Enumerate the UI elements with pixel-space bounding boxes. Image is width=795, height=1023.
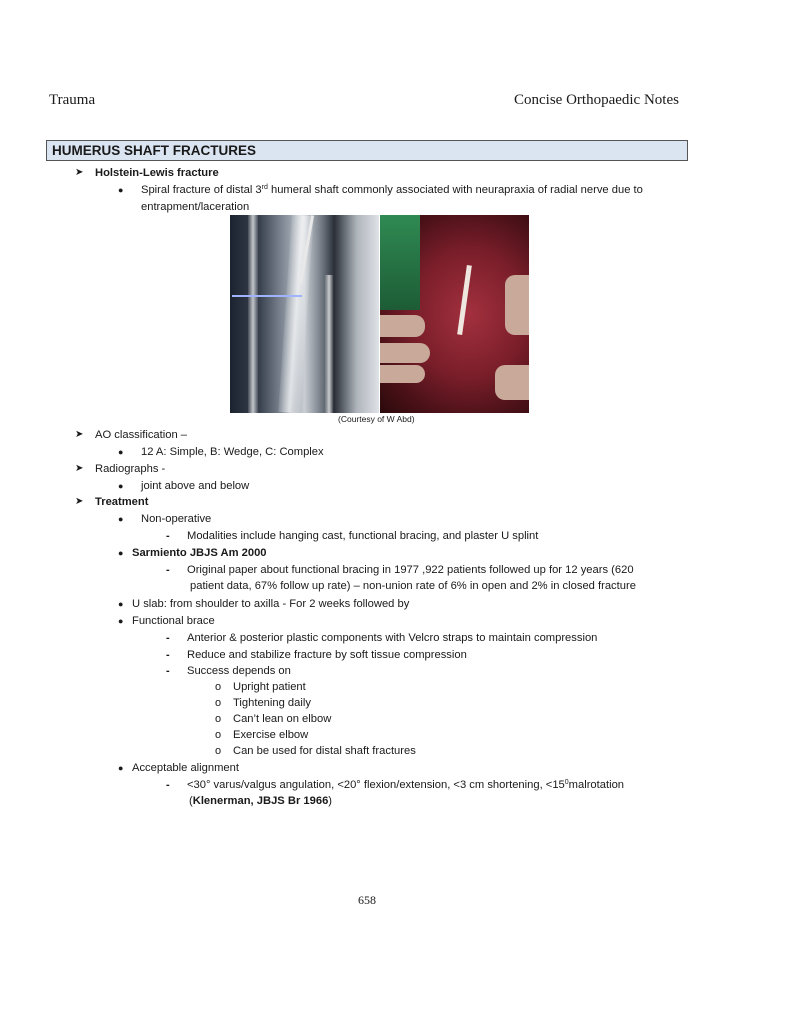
dash-icon: - [166,649,170,661]
nonop-label: Non-operative [141,513,212,525]
running-header-left: Trauma [49,92,96,108]
bullet-icon: ● [118,447,124,457]
circle-bullet-icon: o [215,729,222,741]
reference-citation: Klenerman, JBJS Br 1966 [192,795,329,807]
brace-label: Functional brace [132,615,215,627]
holstein-bullet [141,183,643,197]
alignment-dash-text: <30° varus/valgus angulation, <20° flexion/extension, <3 cm shortening, <15 [187,779,565,791]
arrow-bullet-icon: ➤ [75,496,84,507]
bullet-icon: ● [118,185,124,195]
alignment-dash-text-cont: malrotation [568,779,625,791]
dash-icon: - [166,779,170,791]
brace-dash: Anterior & posterior plastic components with Velcro straps to maintain compression [187,632,598,644]
superscript: 0 [564,779,569,786]
brace-circle-item: Upright patient [233,681,306,693]
circle-bullet-icon: o [215,713,222,725]
arrow-bullet-icon: ➤ [75,429,84,440]
bullet-icon: ● [118,616,124,626]
dash-icon: - [166,665,170,677]
brace-circle-item: Can’t lean on elbow [233,713,332,725]
alignment-label: Acceptable alignment [132,762,239,774]
bullet-icon: ● [118,763,124,773]
circle-bullet-icon: o [215,745,222,757]
holstein-bullet-cont: entrapment/laceration [141,201,250,213]
page-number: 658 [358,893,376,907]
brace-dash: Reduce and stabilize fracture by soft tissue compression [187,649,467,661]
brace-dash: Success depends on [187,665,291,677]
nonop-dash: Modalities include hanging cast, functional bracing, and plaster U splint [187,530,539,542]
brace-circle-item: Can be used for distal shaft fractures [233,745,416,757]
intraoperative-photo [380,215,529,413]
dash-icon: - [166,632,170,644]
sarmiento-dash-line2: patient data, 67% follow up rate) – non-union rate of 6% in open and 2% in closed fracture [190,580,636,592]
holstein-heading: Holstein-Lewis fracture [95,167,219,179]
circle-bullet-icon: o [215,697,222,709]
holstein-bullet-text: Spiral fracture of distal 3 [141,184,262,196]
arrow-bullet-icon: ➤ [75,167,84,178]
brace-circle-item: Tightening daily [233,697,311,709]
ao-bullet: 12 A: Simple, B: Wedge, C: Complex [141,446,324,458]
ao-heading: AO classification – [95,429,188,441]
radiographs-bullet: joint above and below [141,480,250,492]
bullet-icon: ● [118,481,124,491]
dash-icon: - [166,530,170,542]
sarmiento-label: Sarmiento JBJS Am 2000 [132,547,267,559]
bullet-icon: ● [118,599,124,609]
sarmiento-dash-line1: Original paper about functional bracing in 1977 ,922 patients followed up for 12 years (620 [187,564,634,576]
uslab-item: U slab: from shoulder to axilla - For 2 weeks followed by [132,598,410,610]
bullet-icon: ● [118,514,124,524]
holstein-bullet-text-cont: humeral shaft commonly associated with neurapraxia of radial nerve due to [267,184,643,196]
figure-caption: (Courtesy of W Abd) [338,414,415,424]
section-title: HUMERUS SHAFT FRACTURES [46,140,688,161]
alignment-reference [189,794,332,808]
x-ray-image [230,215,379,413]
superscript: rd [261,184,268,191]
bullet-icon: ● [118,548,124,558]
dash-icon: - [166,564,170,576]
paren-close: ) [328,795,333,807]
treatment-heading: Treatment [95,496,149,508]
brace-circle-item: Exercise elbow [233,729,309,741]
arrow-bullet-icon: ➤ [75,463,84,474]
running-header-right: Concise Orthopaedic Notes [514,92,679,108]
circle-bullet-icon: o [215,681,222,693]
paren-open: ( [189,795,193,807]
figure [230,215,529,413]
alignment-dash [187,778,624,792]
radiographs-heading: Radiographs - [95,463,166,475]
